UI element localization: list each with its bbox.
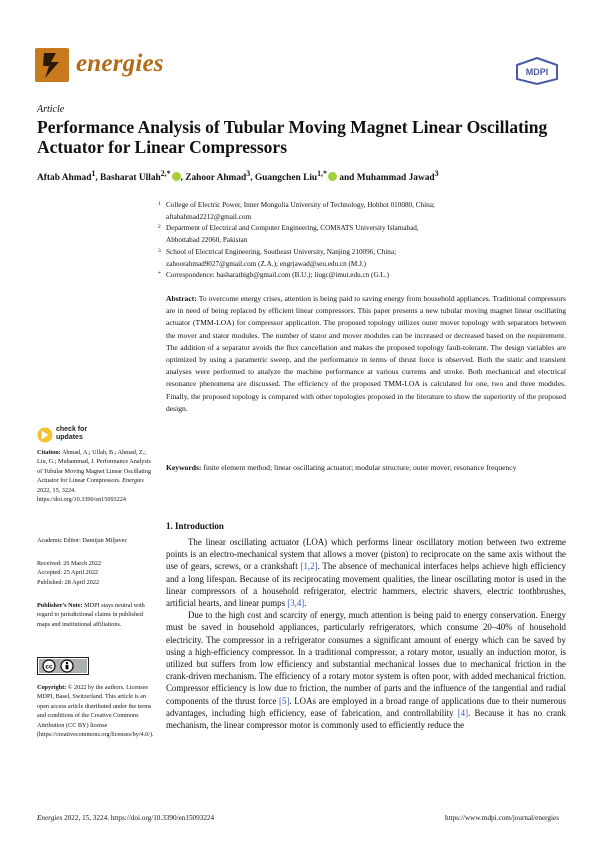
- svg-text:cc: cc: [45, 663, 53, 671]
- mdpi-logo: [515, 57, 559, 85]
- section-heading: 1. Introduction: [166, 521, 224, 531]
- affiliation-item: 3 School of Electrical Engineering, Southeast University, Nanjing 210096, China; zahoorahmad9027@gmail.com (Z.A.); engrjawad@seu.edu.cn (M.J.): [158, 247, 397, 268]
- author: Basharat Ullah$^{2,*}$ ,: [100, 169, 186, 184]
- cc-by-license-icon[interactable]: [37, 657, 89, 675]
- copyright-notice: Copyright: © 2022 by the authors. Licensee MDPI, Basel, Switzerland. This article is an open access article distributed under the terms and conditions of the Creative Commons Attribution (CC BY) license (https://creativecommons.org/licenses/by/4.0/).: [37, 684, 154, 739]
- citation-link[interactable]: [3,4]: [287, 598, 305, 609]
- author: Aftab Ahmad$^1$,: [37, 169, 101, 184]
- abstract-label: Abstract:: [166, 294, 197, 303]
- correspondence: * Correspondence: basharatbigb@gmail.com (B.U.); liugc@imut.edu.cn (G.L.): [158, 271, 390, 280]
- orcid-icon[interactable]: [172, 172, 181, 181]
- paragraph: The linear oscillating actuator (LOA) which performs linear oscillatory motion between two extreme points is an electro-mechanical system that allows a mover (piston) to reciprocate on the same axis without the use of gears, screws, or a crankshaft [1,2]. The absence of mechanical interfaces helps achieve high efficiency and a long lifespan. Because of its reciprocating movement qualities, the linear oscillating motor is used in the linear compressors of a household refrigerator, electric hammers, electric shavers, electric toothbrushes, artificial hearts, and linear pumps [3,4].: [166, 537, 566, 609]
- citation-link[interactable]: [5]: [278, 695, 290, 706]
- lightning-icon: [35, 48, 69, 82]
- introduction-text: [166, 536, 566, 731]
- author-list: [37, 167, 577, 185]
- affiliation-item: 2 Department of Electrical and Computer Engineering, COMSATS University Islamabad, Abbottabad 22060, Pakistan: [158, 224, 419, 245]
- check-for-updates[interactable]: check for updates: [56, 426, 88, 441]
- affiliation-item: 1 College of Electric Power, Inner Mongolia University of Technology, Hohhot 010080, China; aftabahmad2212@gmail.com: [158, 201, 435, 221]
- publisher-note: Publisher's Note: MDPI stays neutral with regard to jurisdictional claims in published maps and institutional affiliations.: [37, 602, 145, 628]
- journal-name: energies: [76, 50, 164, 77]
- citation-link[interactable]: [1,2]: [300, 561, 318, 572]
- paper-title: Performance Analysis of Tubular Moving Magnet Linear Oscillating Actuator for Linear Compressors: [37, 117, 548, 157]
- author: Zahoor Ahmad$^3$,: [185, 169, 255, 184]
- paragraph: Due to the high cost and scarcity of energy, much attention is being paid to energy conservation. Energy must be saved in household appliances, particularly refrigerators, which consume 20–40% of household electricity. The compressor in a refrigerator consumes a significant amount of energy which can be saved by using a high-efficiency compressor. In a traditional compressor, a rotary motor, usually an induction motor, is utilized but suffers from low efficiency and substantial mechanical losses due to mechanical friction in the crank-driven mechanism. The efficiency of a rotary motor system is often poor, with added mechanical friction. Compressor efficiency is low due to friction, the number of parts and the influence of the tangential and radial components of the thrust force [5]. LOAs are employed in a broad range of applications due to their numerous advantages, including high efficiency, ease of fabrication, and controllability [4]. Because it has no crank mechanism, the linear compressor motor is commonly used to efficiently reduce the: [166, 610, 566, 731]
- citation-block: Citation: Ahmad, A.; Ullah, B.; Ahmad, Z.; Liu, G.; Muhammad, J. Performance Analysis of Tubular Moving Magnet Linear Oscillating Actuator for Linear Compressors. Energies 2022, 15, 3224. https://doi.org/10.3390/en15093224: [37, 449, 151, 504]
- dates: Received: 26 March 2022 Accepted: 25 April 2022 Published: 28 April 2022: [37, 560, 102, 586]
- journal-logo: [35, 48, 69, 82]
- author: Muhammad Jawad$^3$: [356, 169, 439, 184]
- citation-link[interactable]: [4]: [457, 707, 469, 718]
- article-type: Article: [37, 104, 65, 115]
- check-for-updates-icon[interactable]: [37, 427, 53, 443]
- author: Guangchen Liu$^{1,*}$ and: [254, 169, 357, 184]
- footer-citation: Energies 2022, 15, 3224. https://doi.org/10.3390/en15093224: [37, 814, 215, 822]
- abstract-text: To overcome energy crises, attention is being paid to saving energy from household appliances. Traditional compressors are in need of being replaced by efficient linear compressors. This paper presents a new tubular moving magnet linear oscillating actuator (TMM-LOA) for compressor application. The proposed topology utilizes outer mover topology with separators between the mover and stator modules. The number of stator and mover modules can be increased or decreased based on the requirement. The addition of a separator avoids the flux cancellation and makes the proposed topology fault-tolerant. The design variables are optimized by using a parametric sweep, and the performance in terms of thrust force is observed. Both the static and transient analyses were performed to analyze the machine performance at various currents and stroke. Both mechanical and electrical resonance phenomena are discussed. The efficiency of the proposed TMM-LOA is calculated for one, two and three modules. Finally, the proposed topology is compared with other topologies proposed in the literature to show the superiority of the proposed design.: [166, 294, 567, 413]
- orcid-icon[interactable]: [328, 172, 337, 181]
- keywords-label: Keywords:: [166, 463, 202, 472]
- keywords: [166, 462, 566, 474]
- abstract: [166, 293, 566, 415]
- academic-editor: Academic Editor: Damijan Miljavec: [37, 537, 128, 544]
- mdpi-logo-text: MDPI: [525, 67, 549, 77]
- affiliations: [158, 200, 566, 282]
- footer-url[interactable]: https://www.mdpi.com/journal/energies: [445, 814, 559, 822]
- keywords-text: finite element method; linear oscillating actuator; modular structure; outer mover; resonance frequency: [203, 463, 517, 472]
